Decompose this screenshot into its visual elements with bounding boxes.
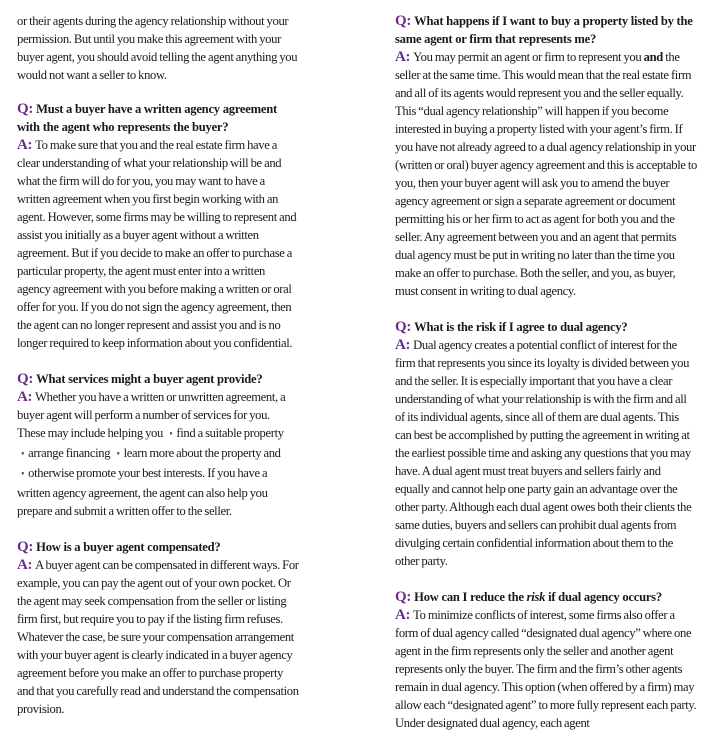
answer-text-end: If you have a written agency agreement, the agent can also help you prepare and submit a written offer to the seller. — [17, 466, 268, 518]
qa-same-firm-property — [395, 12, 697, 300]
question-text-pre: How can I reduce the — [414, 590, 524, 604]
answer — [17, 136, 299, 352]
q-label: Q: — [17, 539, 34, 555]
question-text: What happens if I want to buy a property listed by the same agent or firm that represents me? — [395, 14, 693, 46]
q-label: Q: — [17, 371, 34, 387]
service-item: otherwise promote your best interests. — [28, 466, 205, 480]
answer — [395, 336, 697, 570]
q-label: Q: — [395, 589, 412, 605]
a-label: A: — [17, 557, 33, 573]
answer — [395, 48, 697, 300]
question — [17, 370, 299, 388]
q-label: Q: — [395, 319, 412, 335]
answer-text: A buyer agent can be compensated in different ways. For example, you can pay the agent out of your own pocket. Or the agent may seek compensation from the seller or listing firm first, but require you to pay if the listing firm refuses. Whatever the case, be sure your compensation arrangement with your buyer agent is clearly indicated in a buyer agency agreement before you make an offer to purchase property and that you carefully read and understand the compensation provision. — [17, 558, 299, 716]
intro-paragraph: or their agents during the agency relationship without your permission. But until you make this agreement with your buyer agent, you should avoid telling the agent anything you would not want a seller to know. — [17, 14, 298, 82]
question — [17, 538, 299, 556]
bullet-icon: • — [21, 469, 25, 480]
question-text: What is the risk if I agree to dual agency? — [414, 320, 628, 334]
service-item: arrange financing — [28, 446, 111, 460]
a-label: A: — [395, 49, 411, 65]
qa-buyer-agent-services — [17, 370, 299, 520]
qa-reduce-dual-agency-risk — [395, 588, 697, 732]
q-label: Q: — [17, 101, 34, 117]
question-text: How is a buyer agent compensated? — [36, 540, 221, 554]
q-label: Q: — [395, 13, 412, 29]
answer — [395, 606, 697, 732]
question-text-post: if dual agency occurs? — [548, 590, 662, 604]
question — [395, 588, 697, 606]
answer-text: Dual agency creates a potential conflict of interest for the firm that represents you since its loyalty is divided between you and the seller. It is especially important that you have a clear understanding of what your relationship is with the firm and all of its individual agents, since all of them are dual agents. This can best be accomplished by putting the agreement in writing at the earliest possible time and asking any questions that you may have. A dual agent must treat buyers and sellers fairly and equally and cannot help one party gain an advantage over the other party. Although each dual agent owes both their clients the same duties, buyers and sellers can prohibit dual agents from divulging certain confidential information about them to the other party. — [395, 338, 692, 568]
answer-text: To make sure that you and the real estate firm have a clear understanding of what your relationship will be and what the firm will do for you, you may want to have a written agreement when you first begin working with an agent. However, some firms may be willing to represent and assist you initially as a buyer agent without a written agreement. But if you decide to make an offer to purchase a particular property, the agent must enter into a written agency agreement with you before making a written or oral offer for you. If you do not sign the agency agreement, then the agent can no longer represent and assist you and is no longer required to keep information about you confidential. — [17, 138, 297, 350]
answer-text-pre: You may permit an agent or firm to represent you — [413, 50, 642, 64]
question — [17, 100, 299, 136]
question — [395, 318, 697, 336]
question-emphasis: risk — [526, 590, 546, 604]
answer-text-post: the seller at the same time. This would mean that the real estate firm and all of its agents would represent you and the seller equally. This “dual agency relationship” will happen if you become interested in buying a property listed with your agent’s firm. If you have not already agreed to a dual agency relationship in your (written or oral) buyer agency agreement and this is acceptable to you, then your buyer agent will ask you to amend the buyer agency agreement or sign a separate agreement or document permitting his or her firm to act as agent for both you and the seller. Any agreement between you and an agent that permits dual agency must be put in writing no later than the time you make an offer to purchase. Both the seller, and you, as buyer, must consent in writing to dual agency. — [395, 50, 697, 298]
service-item: learn more about the property and — [123, 446, 281, 460]
answer-emphasis: and — [643, 50, 663, 64]
qa-agent-compensation — [17, 538, 299, 718]
qa-written-agreement — [17, 100, 299, 352]
question — [395, 12, 697, 48]
answer — [17, 556, 299, 718]
answer-text: To minimize conflicts of interest, some firms also offer a form of dual agency called “designated dual agency” where one agent in the firm represents only the seller and another agent represents only the buyer. The firm and the firm’s other agents remain in dual agency. This option (when offered by a firm) may allow each “designated agent” to more fully represent each party. Under designated dual agency, each agent — [395, 608, 697, 730]
bullet-icon: • — [169, 429, 173, 440]
service-item: find a suitable property — [176, 426, 284, 440]
a-label: A: — [17, 137, 33, 153]
right-column — [395, 12, 697, 732]
left-column — [17, 12, 299, 718]
question-text: Must a buyer have a written agency agreement with the agent who represents the buyer? — [17, 102, 277, 134]
bullet-icon: • — [21, 449, 25, 460]
answer — [17, 388, 299, 520]
a-label: A: — [17, 389, 33, 405]
question-text: What services might a buyer agent provide? — [36, 372, 263, 386]
answer-text-start: Whether you have a written or unwritten agreement, a buyer agent will perform a number of services for you. These may include helping you — [17, 390, 286, 440]
a-label: A: — [395, 607, 411, 623]
a-label: A: — [395, 337, 411, 353]
bullet-icon: • — [116, 449, 120, 460]
qa-dual-agency-risk — [395, 318, 697, 570]
